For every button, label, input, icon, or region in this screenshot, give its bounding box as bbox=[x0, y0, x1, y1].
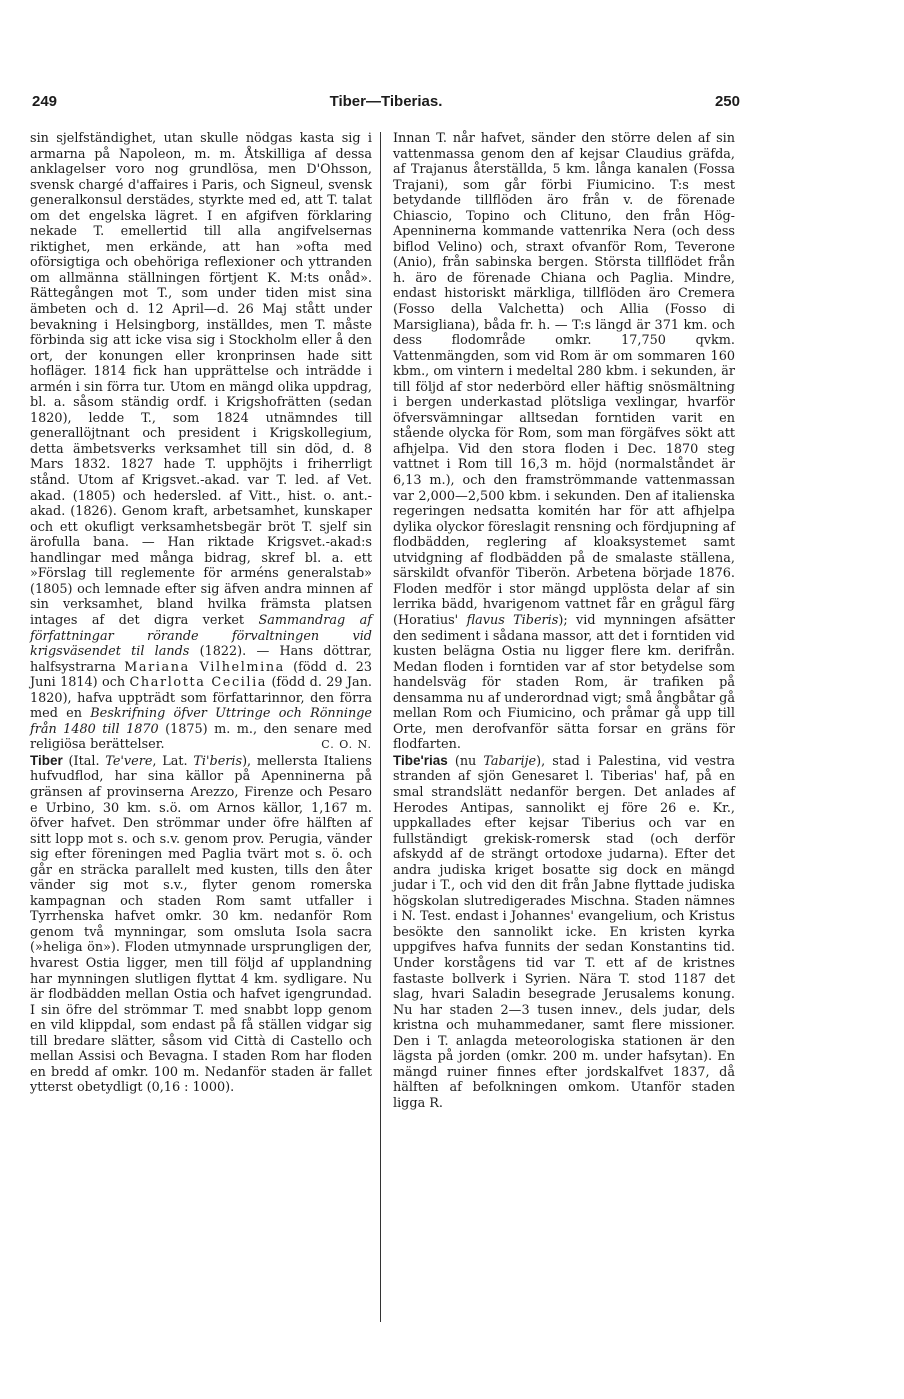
entry-tiberias bbox=[393, 753, 735, 1112]
daughter-name-1: Mariana Vilhelmina bbox=[124, 659, 285, 675]
work-title: Sammandrag af författningar rörande förvaltningen vid krigsväsendet til lands bbox=[30, 612, 372, 660]
entry-headword-tiber: Tiber bbox=[30, 752, 63, 768]
biography-text: sin sjelfständighet, utan skulle nödgas kasta sig i armarna på Napoleon, m. m. Åtskilliga af dessa anklagelser voro nog grundlösa, men D'Ohsson, svensk chargé d'affaires i Paris, och Signeul, svensk generalkonsul derstädes, styrkte med ed, att T. talat om det engelska lägret. I en afgifven förklaring nekade T. emellertid till alla angifvelsernas riktighet, men erkände, att han »ofta med oförsigtiga och obehöriga reflexioner och yttranden om allmänna ställningen förtjent K. M:ts onåd». Rättegången mot T., som under tiden mist sina ämbeten och d. 12 April—d. 26 Maj stått under bevakning i Helsingborg, inställdes, men T. måste förbinda sig att icke visa sig i Stockholm eller å den ort, der konungen eller kronprinsen hade sitt hofläger. 1814 fick han upprättelse och inträdde i armén i sin förra tur. Utom en mängd olika uppdrag, bl. a. såsom ständig ordf. i Krigshofrätten (sedan 1820), ledde T., som 1824 utnämndes till generallöjtnant och president i Krigskollegium, detta ämbetsverks verksamhet till sin död, d. 8 Mars 1832. 1827 hade T. upphöjts i friherrligt stånd. Utom af Krigsvet.-akad. var T. led. af Vet. akad. (1805) och hedersled. af Vitt., hist. o. ant.-akad. (1826). Genom kraft, arbetsamhet, kunskaper och ett okufligt verksamhetsbegär bröt T. sjelf sin ärofulla bana. — Han riktade Krigsvet.-akad:s handlingar med många bidrag, skref bl. a. ett »Förslag till reglemente för arméns generalstab» (1805) och lemnade efter sig äfven andra minnen af sin verksamhet, bland hvilka främsta platsen intages af det digra verket bbox=[30, 131, 372, 628]
tiber-text-cont-2: ); vid mynningen afsätter den sediment i sådana massor, att det i forntiden vid kusten belägna Ostia nu ligger flere km. derifrån. Medan floden i forntiden var af stor betydelse som handelsväg för staden Rom, är trafiken på densamma nu af underordnad vigt; små ångbåtar gå mellan Rom och Fiumicino, och pråmar gå upp till Orte, men derofvanför sätta forsar en gräns för flodfarten. bbox=[393, 612, 736, 753]
left-column bbox=[30, 131, 372, 1096]
tiberias-text: ), stad i Palestina, vid vestra stranden af sjön Genesaret l. Tiberias' haf, på en smal strandslätt nedanför bergen. Det anlades af Herodes Antipas, sannolikt ej före 26 e. Kr., uppkallades efter kejsar Tiberius och var en fullständigt grekisk-romersk stad (och derför afskydd af de strängt ortodoxe judarna). Efter det andra judiska kriget bosatte sig dock en mängd judar i T., och vid den dit från Jabne flyttade judiska högskolan slutredigerades Mischna. Staden nämnes i N. Test. endast i Johannes' evangelium, och Kristus besökte den sannolikt icke. En kristen kyrka uppgifves hafva funnits der sedan Konstantins tid. Under korstågens tid var T. ett af de kristnes fastaste bollverk i Syrien. Nära T. stod 1187 det slag, hvari Saladin besegrade Jerusalems konung. Nu har staden 2—3 tusen innev., dels judar, dels kristna och muhammedaner, samt flere missioner. Den i T. anlagda meteorologiska stationen är den lägsta på jorden (omkr. 200 m. under hafsytan). En mängd ruiner finnes efter jordskalfvet 1837, då hälften af befolkningen omkom. Utanför staden ligga R. bbox=[393, 753, 735, 1111]
tiberias-text-a: (nu bbox=[454, 753, 477, 769]
biography-text-2: (1822). — Hans döttrar, halfsystrarna bbox=[30, 644, 372, 675]
page-header bbox=[32, 93, 740, 119]
daughter-name-2: Charlotta Cecilia bbox=[129, 675, 268, 691]
biography-text-3: (född d. 23 Juni 1814) och bbox=[30, 659, 372, 691]
biography-text-4: (född d. 29 Jan. 1820), hafva uppträdt som författarinnor, den förra med en bbox=[30, 675, 373, 722]
running-title: Tiber—Tiberias. bbox=[329, 93, 443, 110]
entry-headword-tiberias: Tibe'rias bbox=[393, 752, 448, 768]
page-number-left: 249 bbox=[32, 93, 58, 110]
work-title-2: Beskrifning öfver Uttringe och Rönninge från 1480 till 1870 bbox=[30, 706, 372, 737]
tiber-latin-name: Ti'beris bbox=[193, 753, 243, 769]
right-column bbox=[393, 131, 735, 1111]
biography-text-5: (1875) m. m., den senare med religiösa berättelser. bbox=[30, 721, 372, 753]
column-divider bbox=[380, 132, 381, 1322]
horace-quote: flavus Tiberis bbox=[466, 612, 559, 628]
tiber-text: ), mellersta Italiens hufvudflod, har sina källor på Apenninerna på gränsen af provinserna Arezzo, Firenze och Pesaro e Urbino, 30 km. s.ö. om Arnos källor, 1,167 m. öfver hafvet. Den strömmar under öfre hälften af sitt lopp mot s. och s.v. genom prov. Perugia, vänder sig efter föreningen med Paglia tvärt mot s. ö. och går en sträcka parallelt med kusten, tills den åter vänder sig mot s.v., flyter genom romerska kampagnan och staden Rom samt utfaller i Tyrrhenska hafvet omkr. 30 km. nedanför Rom genom två mynningar, som omsluta Isola sacra (»heliga ön»). Floden utmynnade ursprungligen der, hvarest Ostia ligger, men till följd af upplandning har mynningen slutligen flyttat 4 km. sydligare. Nu är flodbädden mellan Ostia och hafvet igengrundad. I sin öfre del strömmar T. med snabbt lopp genom en vild klippdal, som endast på få ställen vidgar sig till bredare slätter, såsom vid Città di Castello och mellan Assisi och Bevagna. I staden Rom har floden en bredd af omkr. 100 m. Nedanför staden är fallet ytterst obetydligt (0,16 : 1000). bbox=[30, 753, 372, 1096]
tiber-text-b: , Lat. bbox=[152, 753, 188, 769]
entry-tiber bbox=[30, 753, 372, 1096]
continued-biography bbox=[30, 131, 372, 753]
tiber-text-cont: Innan T. når hafvet, sänder den större delen af sin vattenmassa genom den af kejsar Claudius gräfda, af Trajanus återställda, 5 km. långa kanalen (Fossa Trajani), som går förbi Fiumicino. T:s mest betydande tillflöden äro från v. de förenade Chiascio, Topino och Clituno, den från Hög-Apenninerna kommande vattenrika Nera (och dess biflod Velino) och, straxt ofvanför Rom, Teverone (Anio), från sabinska bergen. Största tillflödet från h. äro de förenade Chiana och Paglia. Mindre, endast historiskt märkliga, tillflöden äro Cremera (Fosso della Valchetta) och Allia (Fosso di Marsigliana), båda fr. h. — T:s längd är 371 km. och dess flodområde omkr. 17,750 qvkm. Vattenmängden, som vid Rom är om sommaren 160 kbm., om vintern i medeltal 280 kbm. i sekunden, är till följd af stor nederbörd eller häftig snösmältning i bergen underkastad plötsliga vexlingar, hvarför öfversvämningar alltsedan forntiden varit en stående olycka för Rom, som man förgäfves sökt att afhjelpa. Vid den stora floden i Dec. 1870 steg vattnet i Rom till 16,3 m. höjd (normalståndet är 6,13 m.), och den framströmmande vattenmassan var 2,000—2,500 kbm. i sekunden. Den af italienska regeringen nedsatta komitén har för att afhjelpa dylika olyckor föreslagit rensning och fördjupning af flodbädden, reglering af kloaksystemet samt utvidgning af flodbädden på de smalaste ställena, särskildt ofvanför Tiberön. Arbetena började 1876. Floden medför i stor mängd upplösta delar af sin lerrika bädd, hvarigenom vattnet får en grågul färg (Horatius' bbox=[393, 131, 735, 628]
page-number-right: 250 bbox=[714, 93, 740, 110]
tiber-text-a: (Ital. bbox=[68, 753, 100, 769]
entry-tiber-continued bbox=[393, 131, 735, 753]
tiber-italian-name: Te'vere bbox=[105, 753, 153, 769]
author-signature: C. O. N. bbox=[321, 738, 372, 752]
tiberias-modern-name: Tabarije bbox=[483, 753, 537, 769]
